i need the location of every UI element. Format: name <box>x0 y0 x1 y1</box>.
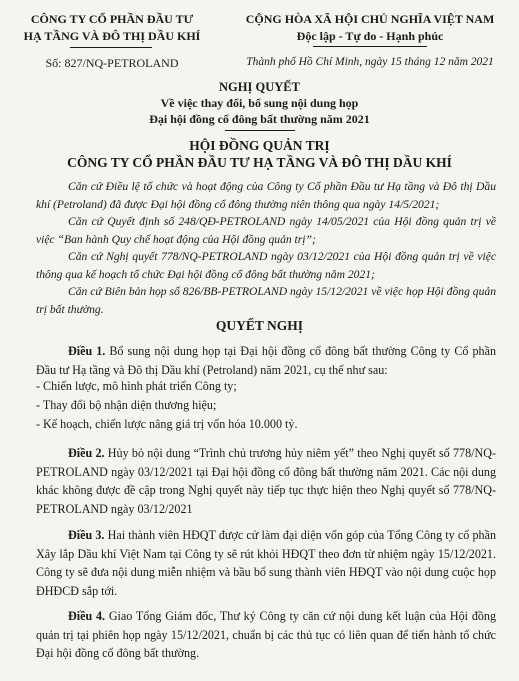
national-motto: Độc lập - Tự do - Hạnh phúc <box>296 29 444 43</box>
article-1-item-capitalization: - Kế hoạch, chiến lược nâng giá trị vốn hóa 10.000 tỷ. <box>36 417 298 431</box>
document-number: Số: 827/NQ-PETROLAND <box>45 56 179 70</box>
company-name-line2: HẠ TẦNG VÀ ĐÔ THỊ DẦU KHÍ <box>23 29 201 43</box>
country-name: CỘNG HÒA XÃ HỘI CHỦ NGHĨA VIỆT NAM <box>245 12 495 26</box>
article-4 <box>36 607 496 663</box>
document-type: NGHỊ QUYẾT <box>219 80 300 94</box>
header-divider-right <box>313 46 427 47</box>
article-1 <box>36 342 496 379</box>
legal-basis-decision: Căn cứ Quyết định số 248/QĐ-PETROLAND ngày 14/05/2021 của Hội đồng quản trị về việc “Ban hành Quy chế hoạt động của Hội đồng quản trị”; <box>36 215 496 246</box>
article-2 <box>36 444 496 518</box>
article-3-text: Hai thành viên HĐQT được cử làm đại diện vốn góp của Tổng Công ty cổ phần Xây lắp Dầu khí Việt Nam tại Công ty sẽ rút khỏi HĐQT theo đơn từ nhiệm ngày 15/12/2021. Công ty sẽ đưa nội dung miễn nhiệm và bầu bổ sung thành viên HĐQT vào nội dung cuộc họp ĐHĐCĐ sắp tới. <box>36 528 497 598</box>
subject-line-2: Đại hội đồng cổ đông bất thường năm 2021 <box>149 112 370 126</box>
article-2-label: Điều 2. <box>68 446 105 460</box>
article-3-label: Điều 3. <box>68 528 105 542</box>
article-1-text: Bổ sung nội dung họp tại Đại hội đồng cổ đông bất thường Công ty Cổ phần Đầu tư Hạ tầng và Đô thị Dầu khí (Petroland) năm 2021, cụ thể như sau: <box>36 344 497 377</box>
decision-heading: QUYẾT NGHỊ <box>215 318 304 333</box>
article-2-text: Hủy bỏ nội dung “Trình chủ trương hủy niêm yết” theo Nghị quyết số 778/NQ-PETROLAND ngày 03/12/2021 tại Đại hội đồng cổ đông bất thường năm 2021. Các nội dung khác không được đề cập trong Nghị quyết này tiếp tục thực hiện theo Nghị quyết số 778/NQ-PETROLAND ngày 03/12/2021 <box>36 446 496 516</box>
article-4-text: Giao Tổng Giám đốc, Thư ký Công ty căn cứ nội dung kết luận của Hội đồng quản trị tại phiên họp ngày 15/12/2021, chuẩn bị các thủ tục có liên quan để tiến hành tổ chức Đại hội đồng cổ đông bất thường. <box>36 609 497 660</box>
title-divider <box>225 130 295 131</box>
article-1-label: Điều 1. <box>68 344 106 358</box>
legal-basis-resolution: Căn cứ Nghị quyết 778/NQ-PETROLAND ngày 03/12/2021 của Hội đồng quản trị về việc thông qua kế hoạch tổ chức Đại hội đồng cổ đông bất thường năm 2021; <box>36 250 496 281</box>
article-1-item-strategy: - Chiến lược, mô hình phát triển Công ty; <box>36 379 237 393</box>
header-divider-left <box>70 47 152 48</box>
issuer-company: CÔNG TY CỔ PHẦN ĐẦU TƯ HẠ TẦNG VÀ ĐÔ THỊ DẦU KHÍ <box>67 155 452 170</box>
article-3 <box>36 526 496 600</box>
legal-basis-minutes: Căn cứ Biên bản họp số 826/BB-PETROLAND ngày 15/12/2021 về việc họp Hội đồng quản trị bất thường. <box>36 285 496 316</box>
subject-line-1: Về việc thay đổi, bổ sung nội dung họp <box>160 96 359 110</box>
article-1-item-branding: - Thay đổi bộ nhận diện thương hiệu; <box>36 398 217 412</box>
place-and-date: Thành phố Hồ Chí Minh, ngày 15 tháng 12 năm 2021 <box>246 56 494 68</box>
issuer-board: HỘI ĐỒNG QUẢN TRỊ <box>189 138 330 153</box>
legal-basis-charter: Căn cứ Điều lệ tổ chức và hoạt động của Công ty Cổ phần Đầu tư Hạ tầng và Đô thị Dầu khí (Petroland) đã được Đại hội đồng cổ đông thường niên thông qua ngày 14/5/2021; <box>36 180 496 211</box>
company-name-line1: CÔNG TY CỔ PHẦN ĐẦU TƯ <box>30 12 194 26</box>
article-4-label: Điều 4. <box>68 609 106 623</box>
